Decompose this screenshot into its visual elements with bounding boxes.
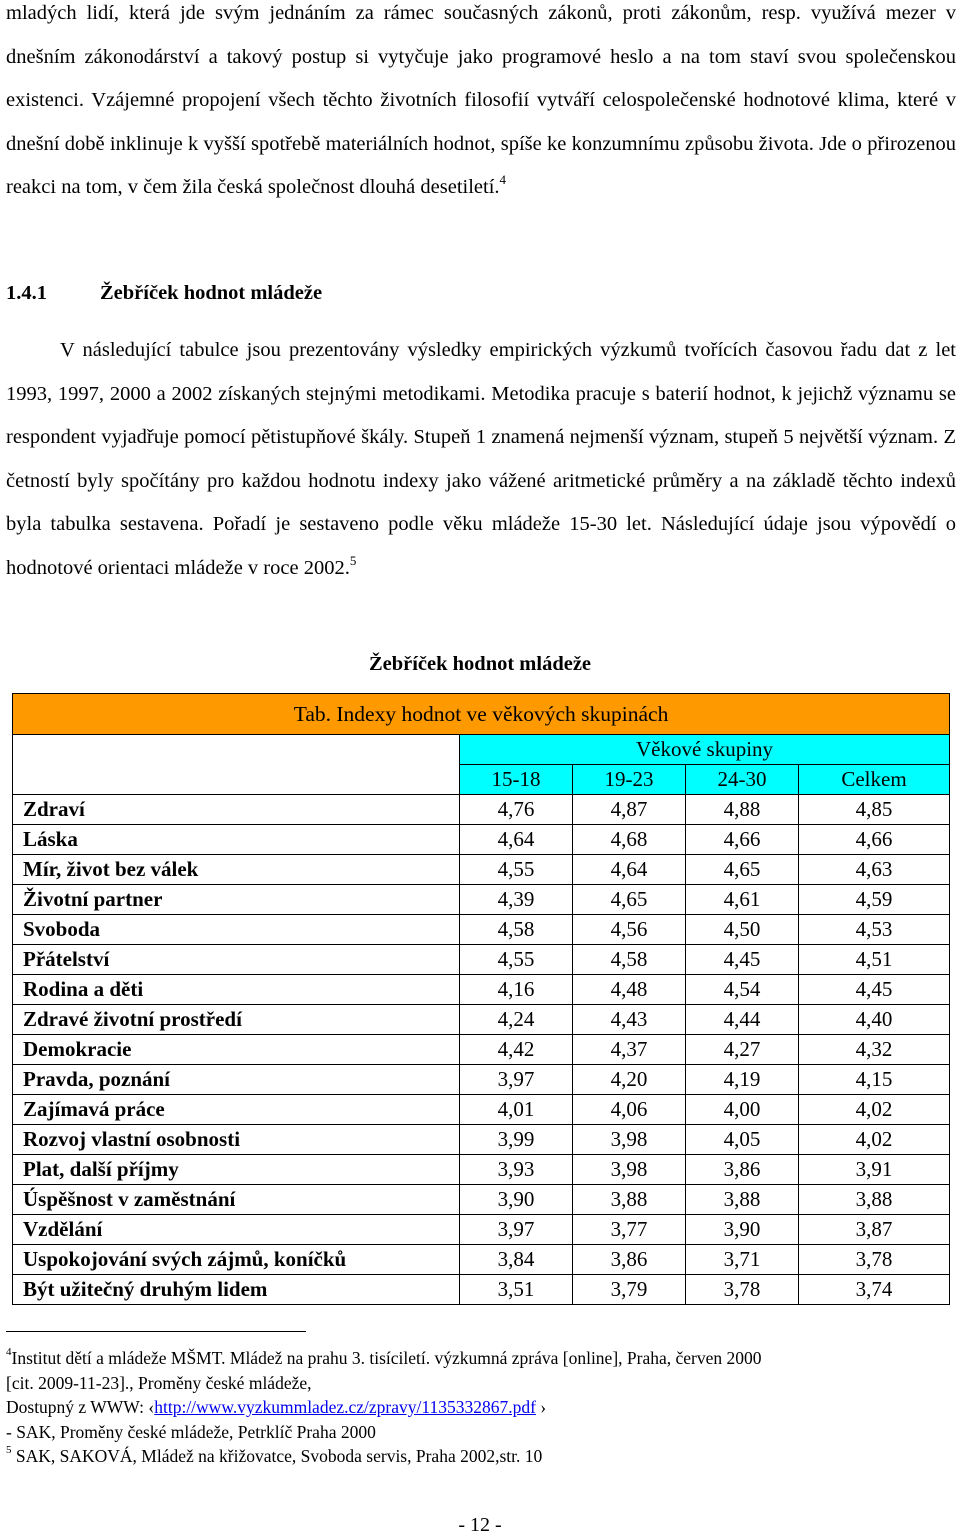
value-cell: 4,85 [799,795,950,825]
value-cell: 4,32 [799,1035,950,1065]
row-label: Rodina a děti [13,975,460,1005]
value-cell: 3,97 [460,1215,573,1245]
value-cell: 3,98 [573,1125,686,1155]
column-header: Celkem [799,765,950,795]
value-cell: 4,24 [460,1005,573,1035]
row-label: Být užitečný druhým lidem [13,1275,460,1305]
value-cell: 3,93 [460,1155,573,1185]
page-number: - 12 - [458,1514,502,1536]
section-heading [6,282,322,305]
value-cell: 3,86 [573,1245,686,1275]
values-table [12,693,950,1305]
footnote-link[interactable]: http://www.vyzkummladez.cz/zpravy/1135332867.pdf [154,1397,536,1417]
footnote-5 [6,1444,946,1469]
table-row [13,1245,950,1275]
table-row [13,1005,950,1035]
value-cell: 4,19 [686,1065,799,1095]
value-cell: 3,87 [799,1215,950,1245]
table-group-row [13,735,950,765]
column-header: 24-30 [686,765,799,795]
column-header: 15-18 [460,765,573,795]
value-cell: 3,90 [460,1185,573,1215]
value-cell: 3,77 [573,1215,686,1245]
value-cell: 3,97 [460,1065,573,1095]
value-cell: 4,00 [686,1095,799,1125]
row-label: Zdraví [13,795,460,825]
footnote-ref-5[interactable]: 5 [349,552,357,568]
value-cell: 4,02 [799,1095,950,1125]
section-title: Žebříček hodnot mládeže [100,282,323,304]
table-corner-cell [13,735,460,795]
value-cell: 4,66 [799,825,950,855]
body-paragraph-2 [6,329,956,591]
table-row [13,1155,950,1185]
row-label: Mír, život bez válek [13,855,460,885]
value-cell: 4,87 [573,795,686,825]
table-row [13,1185,950,1215]
value-cell: 4,48 [573,975,686,1005]
table-row [13,1215,950,1245]
value-cell: 4,20 [573,1065,686,1095]
value-cell: 4,88 [686,795,799,825]
row-label: Životní partner [13,885,460,915]
row-label: Přátelství [13,945,460,975]
value-cell: 4,44 [686,1005,799,1035]
row-label: Vzdělání [13,1215,460,1245]
value-cell: 3,88 [686,1185,799,1215]
value-cell: 4,53 [799,915,950,945]
value-cell: 4,65 [573,885,686,915]
value-cell: 4,61 [686,885,799,915]
value-cell: 4,45 [799,975,950,1005]
table-row [13,915,950,945]
age-group-header: Věkové skupiny [460,735,950,765]
footnote-5-text: SAK, SAKOVÁ, Mládež na křižovatce, Svoboda servis, Praha 2002,str. 10 [11,1446,543,1466]
table-row [13,1095,950,1125]
row-label: Plat, další příjmy [13,1155,460,1185]
value-cell: 4,66 [686,825,799,855]
footnote-ref-4[interactable]: 4 [499,172,507,188]
footnote-4-number: 4 [6,1346,12,1358]
footnote-4-line-2: [cit. 2009-11-23]., Proměny české mládeže, [6,1372,312,1393]
value-cell: 4,43 [573,1005,686,1035]
value-cell: 4,01 [460,1095,573,1125]
table-row [13,825,950,855]
footnote-4-line-4: - SAK, Proměny české mládeže, Petrklíč Praha 2000 [6,1421,376,1442]
row-label: Demokracie [13,1035,460,1065]
value-cell: 4,39 [460,885,573,915]
footnote-4-suffix: › [535,1397,547,1417]
footnotes [6,1346,946,1469]
row-label: Úspěšnost v zaměstnání [13,1185,460,1215]
row-label: Láska [13,825,460,855]
footnote-4-line-3 [6,1395,946,1420]
column-header: 19-23 [573,765,686,795]
row-label: Zajímavá práce [13,1095,460,1125]
value-cell: 4,64 [573,855,686,885]
value-cell: 3,74 [799,1275,950,1305]
table-row [13,945,950,975]
value-cell: 4,68 [573,825,686,855]
value-cell: 4,06 [573,1095,686,1125]
value-cell: 3,99 [460,1125,573,1155]
value-cell: 3,88 [573,1185,686,1215]
value-cell: 3,78 [686,1275,799,1305]
value-cell: 4,37 [573,1035,686,1065]
footnote-4-text: Institut dětí a mládeže MŠMT. Mládež na prahu 3. tisíciletí. výzkumná zpráva [online], Praha, červen 2000 [11,1348,762,1368]
row-label: Rozvoj vlastní osobnosti [13,1125,460,1155]
value-cell: 4,27 [686,1035,799,1065]
value-cell: 4,51 [799,945,950,975]
row-label: Uspokojování svých zájmů, koníčků [13,1245,460,1275]
table-title: Tab. Indexy hodnot ve věkových skupinách [13,694,950,735]
value-cell: 3,88 [799,1185,950,1215]
value-cell: 3,91 [799,1155,950,1185]
table-row [13,795,950,825]
value-cell: 4,59 [799,885,950,915]
table-row [13,1275,950,1305]
value-cell: 3,86 [686,1155,799,1185]
footnote-4-line-1 [6,1346,946,1371]
section-number: 1.4.1 [6,282,47,304]
value-cell: 4,45 [686,945,799,975]
body-paragraph-1 [6,0,956,210]
value-cell: 4,58 [460,915,573,945]
value-cell: 4,16 [460,975,573,1005]
table-row [13,855,950,885]
value-cell: 3,71 [686,1245,799,1275]
value-cell: 4,05 [686,1125,799,1155]
value-cell: 4,58 [573,945,686,975]
value-cell: 4,50 [686,915,799,945]
paragraph-1-text: mladých lidí, která jde svým jednáním za rámec současných zákonů, proti zákonům, resp. využívá mezer v dnešním zákonodárství a takový postup si vytyčuje jako programové heslo a na tom staví svou společenskou existenci. Vzájemné propojení všech těchto životních filosofií vytváří celospolečenské hodnotové klima, které v dnešní době inklinuje k vyšší spotřebě materiálních hodnot, spíše ke konzumnímu způsobu života. Jde o přirozenou reakci na tom, v čem žila česká společnost dlouhá desetiletí. [6,2,956,199]
value-cell: 3,79 [573,1275,686,1305]
value-cell: 4,02 [799,1125,950,1155]
table-title-row [13,694,950,735]
value-cell: 3,84 [460,1245,573,1275]
table-row [13,1125,950,1155]
value-cell: 3,98 [573,1155,686,1185]
value-cell: 4,42 [460,1035,573,1065]
paragraph-2-text: V následující tabulce jsou prezentovány výsledky empirických výzkumů tvořících časovou řadu dat z let 1993, 1997, 2000 a 2002 získaných stejnými metodikami. Metodika pracuje s baterií hodnot, k jejichž významu se respondent vyjadřuje pomocí pětistupňové škály. Stupeň 1 znamená nejmenší význam, stupeň 5 největší význam. Z četností byly spočítány pro každou hodnotu indexy jako vážené aritmetické průměry a na základě těchto indexů byla tabulka sestavena. Pořadí je sestaveno podle věku mládeže 15-30 let. Následující údaje jsou výpovědí o hodnotové orientaci mládeže v roce 2002. [6,339,956,579]
row-label: Pravda, poznání [13,1065,460,1095]
value-cell: 3,78 [799,1245,950,1275]
value-cell: 4,55 [460,855,573,885]
value-cell: 3,90 [686,1215,799,1245]
value-cell: 4,63 [799,855,950,885]
value-cell: 4,54 [686,975,799,1005]
table-row [13,975,950,1005]
value-cell: 4,40 [799,1005,950,1035]
value-cell: 4,76 [460,795,573,825]
table-caption: Žebříček hodnot mládeže [368,653,592,675]
footnote-divider [6,1331,306,1332]
value-cell: 4,65 [686,855,799,885]
footnote-5-number: 5 [6,1444,12,1456]
footnote-4-prefix: Dostupný z WWW: ‹ [6,1397,155,1417]
row-label: Zdravé životní prostředí [13,1005,460,1035]
value-cell: 3,51 [460,1275,573,1305]
row-label: Svoboda [13,915,460,945]
value-cell: 4,55 [460,945,573,975]
value-cell: 4,15 [799,1065,950,1095]
table-row [13,885,950,915]
value-cell: 4,56 [573,915,686,945]
table-row [13,1035,950,1065]
value-cell: 4,64 [460,825,573,855]
table-row [13,1065,950,1095]
